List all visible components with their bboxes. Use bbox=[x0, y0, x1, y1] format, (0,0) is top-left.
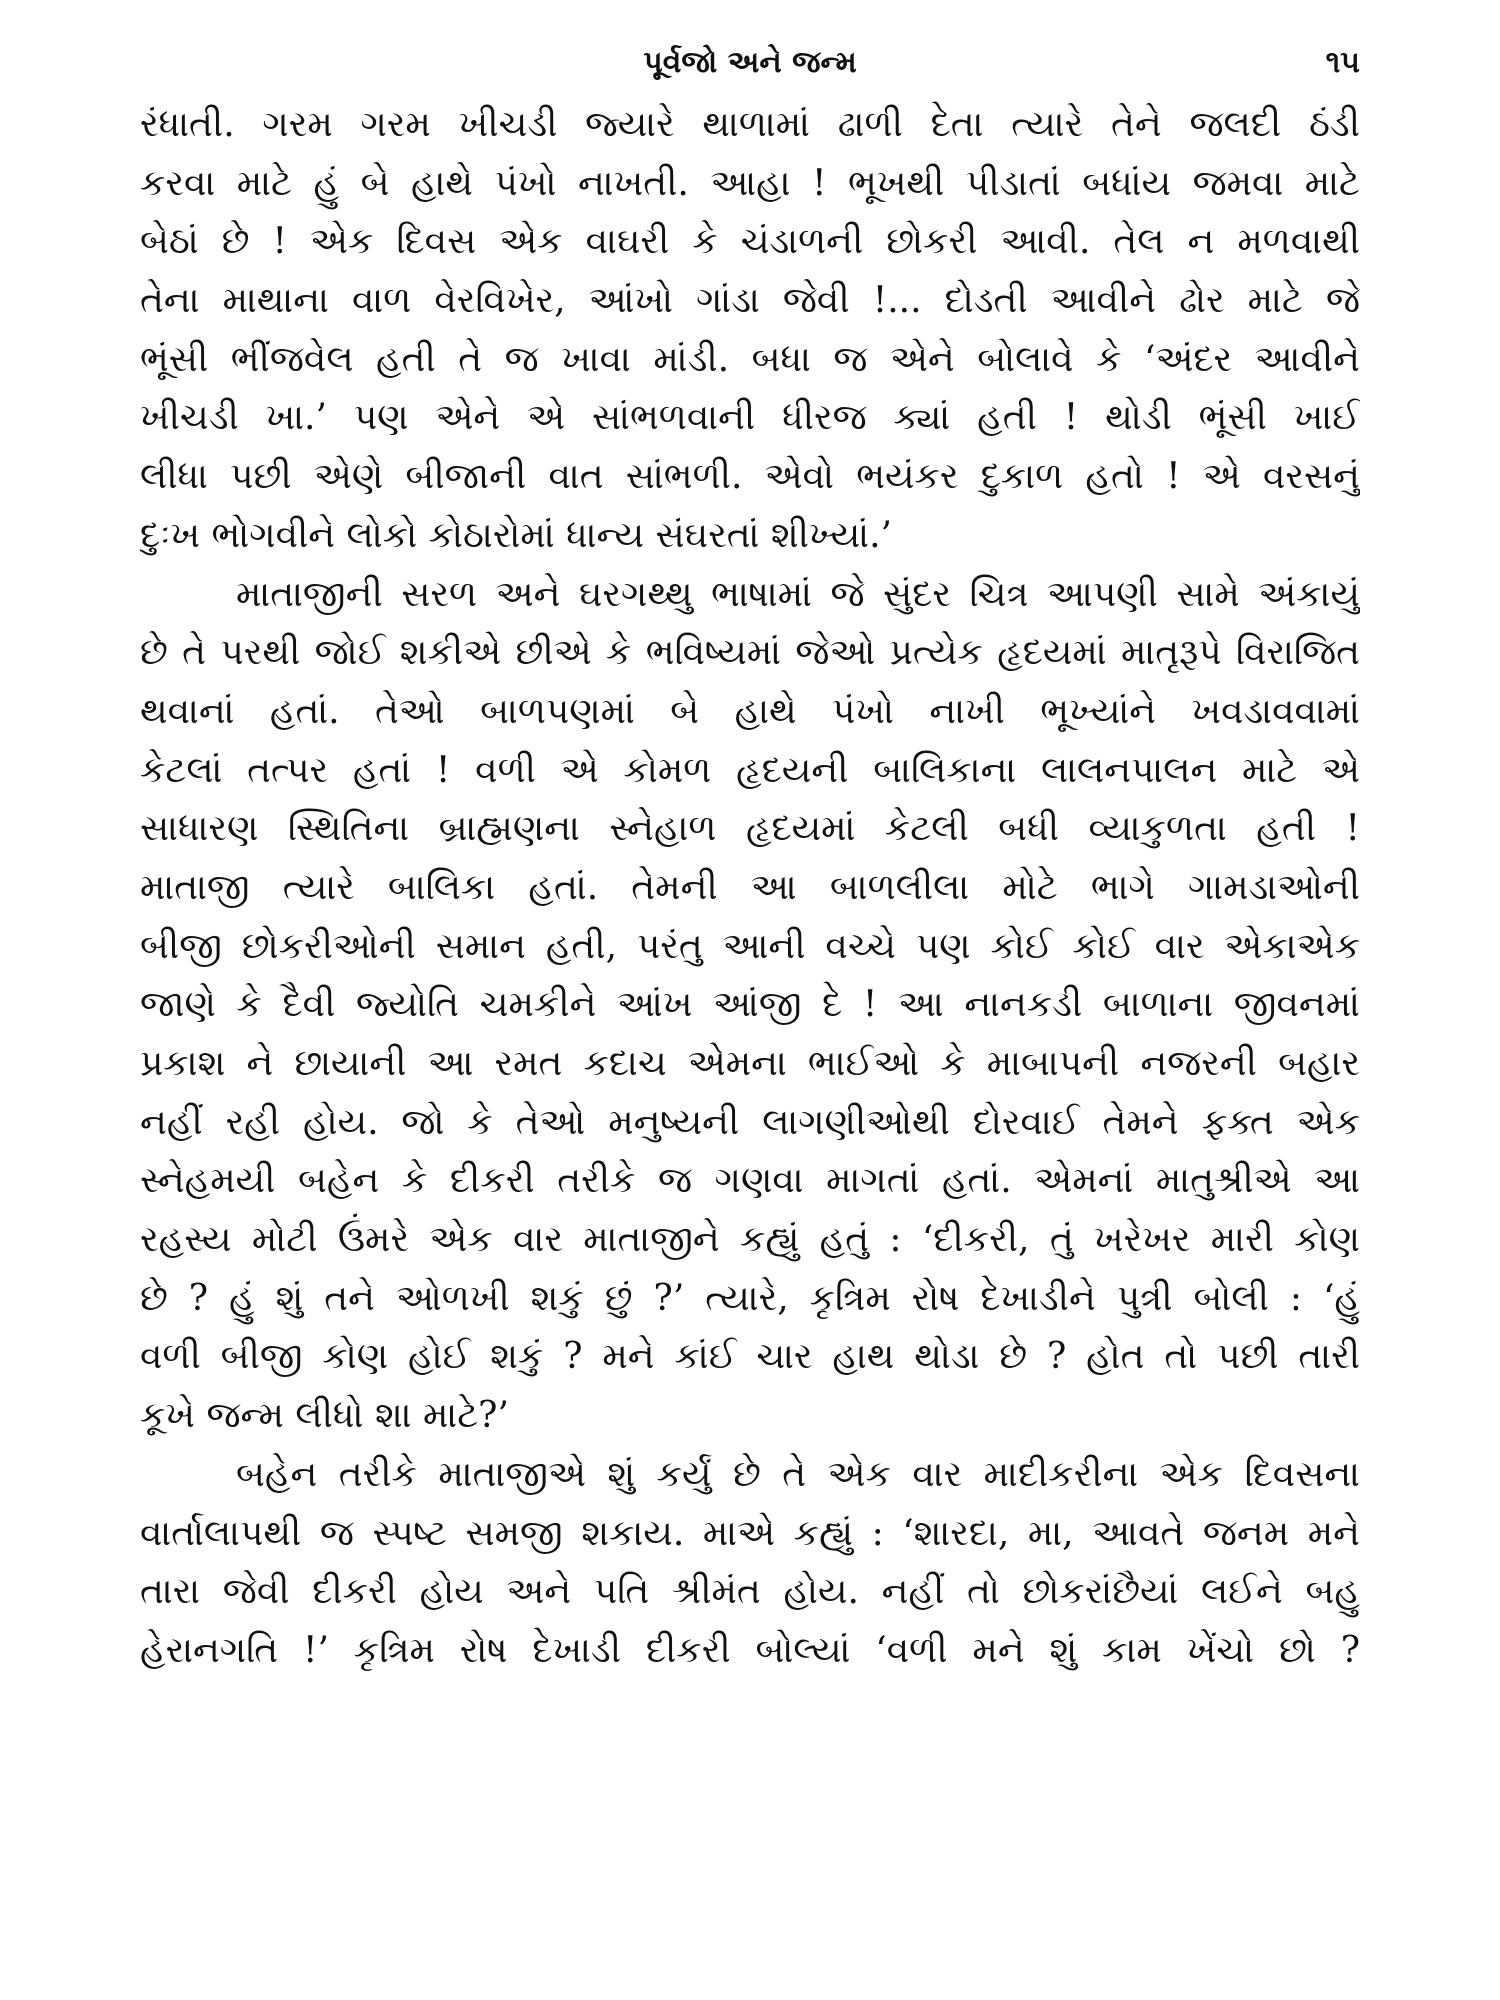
text-line: સાધારણ સ્થિતિના બ્રાહ્મણના સ્નેહાળ હૃદયમાં કેટલી બધી વ્યાકુળતા હતી ! bbox=[140, 808, 1360, 850]
body-text bbox=[140, 96, 1360, 1681]
running-header bbox=[140, 38, 1360, 88]
text-line: કરવા માટે હું બે હાથે પંખો નાખતી. આહા ! ભૂખથી પીડાતાં બધાંય જમવા માટે bbox=[140, 162, 1360, 204]
paragraph-start-line: માતાજીની સરળ અને ઘરગથ્થુ ભાષામાં જે સુંદર ચિત્ર આપણી સામે અંકાયું bbox=[236, 573, 1360, 615]
text-line: ખીચડી ખા.’ પણ એને એ સાંભળવાની ધીરજ ક્યાં હતી ! થોડી ભૂંસી ખાઈ bbox=[140, 397, 1360, 439]
paragraph-end-line: દુઃખ ભોગવીને લોકો કોઠારોમાં ધાન્ય સંઘરતાં શીખ્યાં.’ bbox=[140, 514, 893, 556]
text-line: માતાજી ત્યારે બાલિકા હતાં. તેમની આ બાળલીલા મોટે ભાગે ગામડાઓની bbox=[140, 866, 1360, 908]
paragraph-end-line: કૂખે જન્મ લીધો શા માટે?’ bbox=[140, 1395, 509, 1437]
text-line: થવાનાં હતાં. તેઓ બાળપણમાં બે હાથે પંખો નાખી ભૂખ્યાંને ખવડાવવામાં bbox=[140, 690, 1360, 732]
text-line: લીધા પછી એણે બીજાની વાત સાંભળી. એવો ભયંકર દુકાળ હતો ! એ વરસનું bbox=[140, 456, 1360, 498]
text-line: રંધાતી. ગરમ ગરમ ખીચડી જ્યારે થાળામાં ઢાળી દેતા ત્યારે તેને જલદી ઠંડી bbox=[140, 104, 1360, 145]
page-number: ૧૫ bbox=[1325, 45, 1360, 80]
text-line: જાણે કે દૈવી જ્યોતિ ચમકીને આંખ આંજી દે ! આ નાનકડી બાળાના જીવનમાં bbox=[140, 984, 1360, 1026]
text-line: છે તે પરથી જોઈ શકીએ છીએ કે ભવિષ્યમાં જેઓ પ્રત્યેક હૃદયમાં માતૃરૂપે વિરાજિત bbox=[140, 632, 1360, 674]
text-line: છે ? હું શું તને ઓળખી શકું છું ?’ ત્યારે, કૃત્રિમ રોષ દેખાડીને પુત્રી બોલી : ‘હું bbox=[140, 1277, 1360, 1319]
text-line: હેરાનગતિ !’ કૃત્રિમ રોષ દેખાડી દીકરી બોલ્યાં ‘વળી મને શું કામ ખેંચો છો ? bbox=[140, 1629, 1360, 1671]
text-line: બીજી છોકરીઓની સમાન હતી, પરંતુ આની વચ્ચે પણ કોઈ કોઈ વાર એકાએક bbox=[140, 925, 1360, 967]
text-line: ભૂંસી ભીંજવેલ હતી તે જ ખાવા માંડી. બધા જ એને બોલાવે કે ‘અંદર આવીને bbox=[140, 338, 1360, 380]
text-line: સ્નેહમયી બહેન કે દીકરી તરીકે જ ગણવા માગતાં હતાં. એમનાં માતુશ્રીએ આ bbox=[140, 1160, 1360, 1202]
text-line: કેટલાં તત્પર હતાં ! વળી એ કોમળ હૃદયની બાલિકાના લાલનપાલન માટે એ bbox=[140, 749, 1360, 791]
text-line: પ્રકાશ ને છાયાની આ રમત કદાચ એમના ભાઈઓ કે માબાપની નજરની બહાર bbox=[140, 1043, 1360, 1084]
text-line: તેના માથાના વાળ વેરવિખેર, આંખો ગાંડા જેવી !... દોડતી આવીને ઢોર માટે જે bbox=[140, 280, 1360, 322]
text-line: વાર્તાલાપથી જ સ્પષ્ટ સમજી શકાય. માએ કહ્યું : ‘શારદા, મા, આવતે જનમ મને bbox=[140, 1512, 1360, 1554]
chapter-title: પૂર્વજો અને જન્મ bbox=[643, 45, 857, 80]
text-line: નહીં રહી હોય. જો કે તેઓ મનુષ્યની લાગણીઓથી દોરવાઈ તેમને ફક્ત એક bbox=[140, 1101, 1360, 1143]
text-line: રહસ્ય મોટી ઉંમરે એક વાર માતાજીને કહ્યું હતું : ‘દીકરી, તું ખરેખર મારી કોણ bbox=[140, 1219, 1360, 1261]
paragraph-start-line: બહેન તરીકે માતાજીએ શું કર્યું છે તે એક વાર માદીકરીના એક દિવસના bbox=[236, 1453, 1360, 1495]
text-line: બેઠાં છે ! એક દિવસ એક વાઘરી કે ચંડાળની છોકરી આવી. તેલ ન મળવાથી bbox=[140, 221, 1360, 263]
text-line: તારા જેવી દીકરી હોય અને પતિ શ્રીમંત હોય. નહીં તો છોકરાંછૈયાં લઈને બહુ bbox=[140, 1571, 1360, 1613]
text-line: વળી બીજી કોણ હોઈ શકું ? મને કાંઈ ચાર હાથ થોડા છે ? હોત તો પછી તારી bbox=[140, 1336, 1360, 1378]
